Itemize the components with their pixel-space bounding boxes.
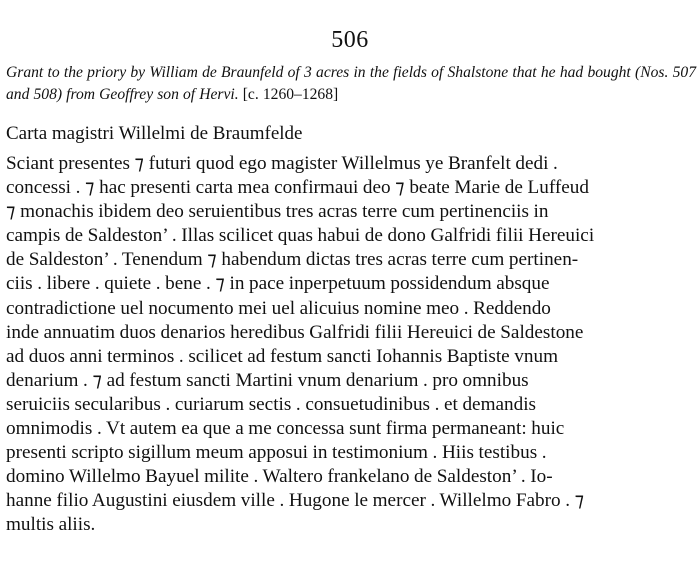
summary-text: Grant to the priory by William de Braunfeld of 3 acres in the fields of Shalstone that he had bought (Nos. 507 and 508) from Geoffrey son of Hervi. bbox=[6, 64, 696, 103]
charter-line: hanne filio Augustini eiusdem ville . Hugone le mercer . Willelmo Fabro . ⁊ bbox=[6, 490, 585, 512]
charter-text bbox=[6, 152, 696, 538]
charter-line: multis aliis. bbox=[6, 514, 96, 536]
charter-line: omnimodis . Vt autem ea que a me concessa sunt firma permaneant: huic bbox=[6, 418, 565, 440]
charter-line: contradictione uel nocumento mei uel alicuius nomine meo . Reddendo bbox=[6, 297, 551, 319]
charter-heading: Carta magistri Willelmi de Braumfelde bbox=[6, 123, 303, 144]
charter-line: ciis . libere . quiete . bene . ⁊ in pace inperpetuum possidendum absque bbox=[6, 273, 550, 295]
charter-line: domino Willelmo Bayuel milite . Waltero frankelano de Saldeston’ . Io- bbox=[6, 466, 553, 488]
document-summary bbox=[6, 62, 696, 106]
charter-line: Sciant presentes ⁊ futuri quod ego magister Willelmus ye Branfelt dedi . bbox=[6, 153, 558, 174]
charter-line: seruiciis secularibus . curiarum sectis . consuetudinibus . et demandis bbox=[6, 393, 536, 415]
date-note: [c. 1260–1268] bbox=[242, 86, 339, 103]
charter-line: ad duos anni terminos . scilicet ad festum sancti Iohannis Baptiste vnum bbox=[6, 345, 558, 367]
charter-line: denarium . ⁊ ad festum sancti Martini vnum denarium . pro omnibus bbox=[6, 369, 529, 391]
charter-line: de Saldeston’ . Tenendum ⁊ habendum dictas tres acras terre cum pertinen- bbox=[6, 249, 579, 271]
charter-line: presenti scripto sigillum meum apposui in testimonium . Hiis testibus . bbox=[6, 442, 547, 464]
document-number: 506 bbox=[331, 27, 369, 53]
charter-line: ⁊ monachis ibidem deo seruientibus tres acras terre cum pertinenciis in bbox=[6, 201, 549, 223]
charter-line: inde annuatim duos denarios heredibus Galfridi filii Hereuici de Saldestone bbox=[6, 321, 584, 343]
charter-line: campis de Saldeston’ . Illas scilicet quas habui de dono Galfridi filii Hereuici bbox=[6, 225, 595, 247]
charter-line: concessi . ⁊ hac presenti carta mea confirmaui deo ⁊ beate Marie de Luffeud bbox=[6, 177, 589, 199]
